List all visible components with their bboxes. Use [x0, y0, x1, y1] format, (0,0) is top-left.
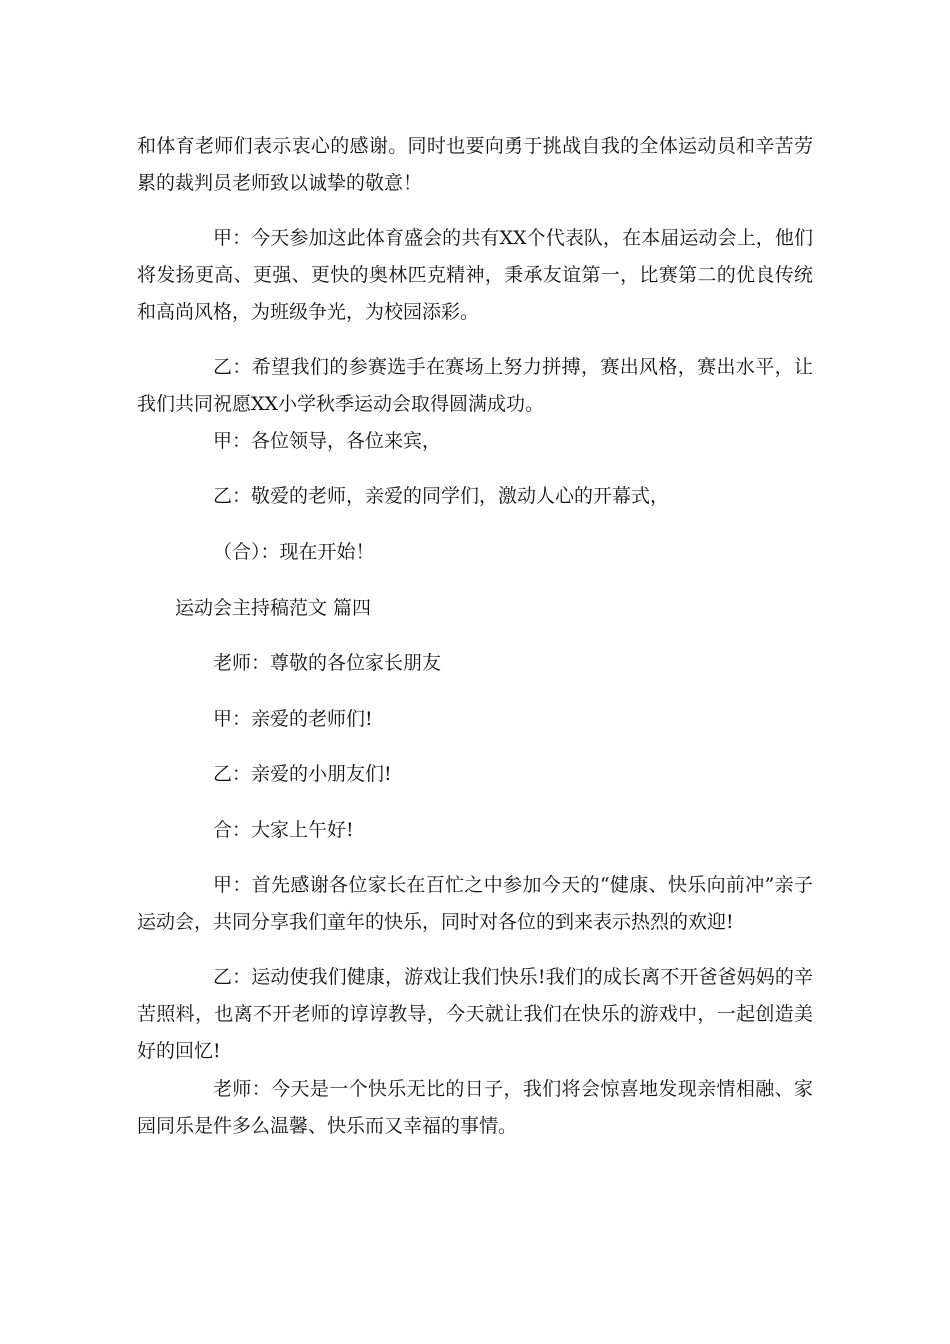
paragraph-yi-wish-success: 乙：希望我们的参赛选手在赛场上努力拼搏，赛出风格，赛出水平，让我们共同祝愿XX小学秋季运动会取得圆满成功。: [137, 356, 813, 415]
paragraph-teacher-parents: 老师：尊敬的各位家长朋友: [213, 652, 442, 674]
section-heading: 运动会主持稿范文 篇四: [175, 597, 372, 619]
paragraph-yi-children: 乙：亲爱的小朋友们!: [213, 763, 392, 785]
paragraph-thanks-continued: 和体育老师们表示衷心的感谢。同时也要向勇于挑战自我的全体运动员和辛苦劳累的裁判员老师致以诚挚的敬意！: [137, 135, 813, 194]
paragraph-teacher-happy-day: 老师：今天是一个快乐无比的日子，我们将会惊喜地发现亲情相融、家园同乐是件多么温馨、快乐而又幸福的事情。: [137, 1078, 813, 1137]
paragraph-yi-teachers: 乙：敬爱的老师，亲爱的同学们，激动人心的开幕式，: [213, 485, 670, 507]
paragraph-jia-welcome: 甲：首先感谢各位家长在百忙之中参加今天的“健康、快乐向前冲”亲子运动会，共同分享我们童年的快乐，同时对各位的到来表示热烈的欢迎!: [137, 874, 813, 933]
paragraph-yi-exercise: 乙：运动使我们健康，游戏让我们快乐!我们的成长离不开爸爸妈妈的辛苦照料，也离不开老师的谆谆教导，今天就让我们在快乐的游戏中，一起创造美好的回忆!: [137, 966, 813, 1062]
paragraph-together-greeting: 合：大家上午好!: [213, 819, 354, 841]
paragraph-jia-teachers: 甲：亲爱的老师们!: [213, 708, 373, 730]
paragraph-jia-sports-event: 甲：今天参加这此体育盛会的共有XX个代表队，在本届运动会上，他们将发扬更高、更强、更快的奥林匹克精神，秉承友谊第一，比赛第二的优良传统和高尚风格，为班级争光，为校园添彩。: [137, 227, 813, 323]
paragraph-jia-leaders: 甲：各位领导，各位来宾，: [213, 430, 442, 452]
paragraph-together-start: （合）：现在开始！: [213, 541, 375, 563]
